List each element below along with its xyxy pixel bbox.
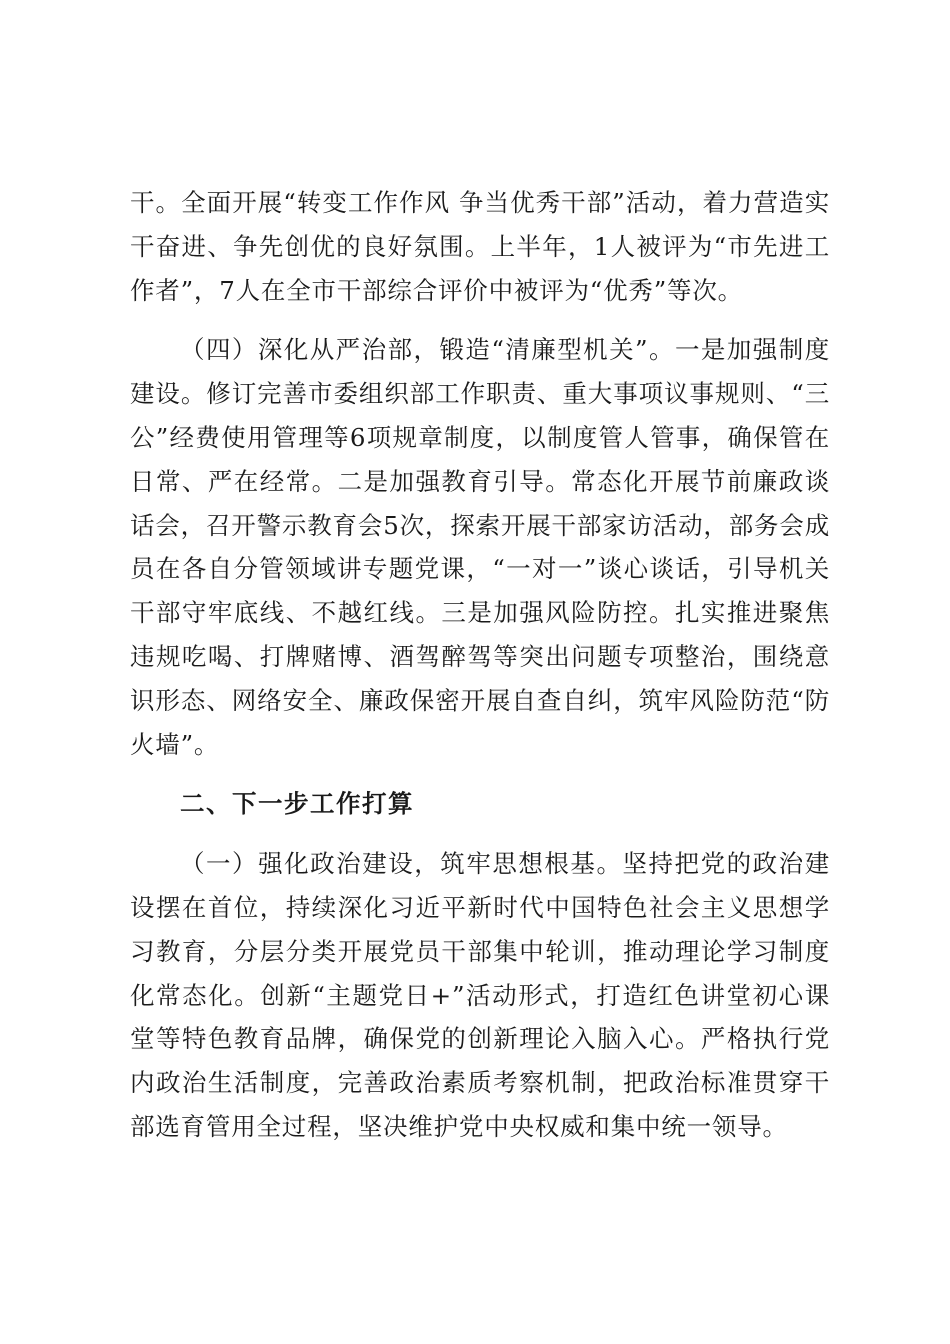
paragraph-section-four: （四）深化从严治部，锻造“清廉型机关”。一是加强制度建设。修订完善市委组织部工作职责、重大事项议事规则、“三公”经费使用管理等6项规章制度，以制度管人管事，确保管在日常、严在经常。二是加强教育引导。常态化开展节前廉政谈话会，召开警示教育会5次，探索开展干部家访活动，部务会成员在各自分管领域讲专题党课，“一对一”谈心谈话，引导机关干部守牢底线、不越红线。三是加强风险防控。扎实推进聚焦违规吃喝、打牌赌博、酒驾醉驾等突出问题专项整治，围绕意识形态、网络安全、廉政保密开展自查自纠，筑牢风险防范“防火墙”。	[130, 335, 831, 759]
document-body	[130, 181, 830, 1149]
section-heading: 二、下一步工作打算	[180, 789, 414, 819]
paragraph-section-one: （一）强化政治建设，筑牢思想根基。坚持把党的政治建设摆在首位，持续深化习近平新时代中国特色社会主义思想学习教育，分层分类开展党员干部集中轮训，推动理论学习制度化常态化。创新“主题党日+”活动形式，打造红色讲堂初心课堂等特色教育品牌，确保党的创新理论入脑入心。严格执行党内政治生活制度，完善政治素质考察机制，把政治标准贯穿干部选育管用全过程，坚决维护党中央权威和集中统一领导。	[130, 849, 830, 1141]
paragraph-continuation: 干。全面开展“转变工作作风 争当优秀干部”活动，着力营造实干奋进、争先创优的良好氛围。上半年，1人被评为“市先进工作者”，7人在全市干部综合评价中被评为“优秀”等次。	[130, 188, 830, 305]
